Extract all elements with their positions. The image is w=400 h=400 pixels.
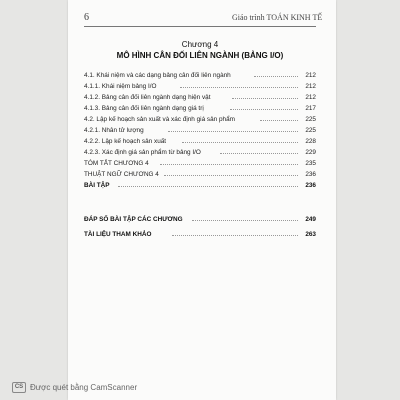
toc-leader-dots	[232, 98, 298, 99]
toc-leader-dots	[164, 175, 298, 176]
toc-leader-dots	[230, 109, 298, 110]
toc-entry-page: 228	[305, 138, 316, 145]
toc-entry	[84, 136, 316, 147]
toc-entry-label: BÀI TẬP	[84, 182, 110, 189]
toc-leader-dots	[118, 186, 298, 187]
toc-entry-page: 212	[305, 72, 316, 79]
chapter-subtitle: MÔ HÌNH CÂN ĐỐI LIÊN NGÀNH (BẢNG I/O)	[116, 51, 284, 60]
running-header: Giáo trình TOÁN KINH TẾ	[232, 13, 323, 22]
toc-leader-dots	[182, 142, 298, 143]
toc-entry-label: TÓM TẮT CHƯƠNG 4	[84, 160, 149, 167]
toc-entry-page: 236	[305, 171, 316, 178]
toc-entry	[84, 92, 316, 103]
toc-leader-dots	[168, 131, 298, 132]
watermark-text: Được quét bằng CamScanner	[30, 383, 138, 392]
appendix-entry	[84, 229, 316, 240]
appendix-entry-label: ĐÁP SỐ BÀI TẬP CÁC CHƯƠNG	[84, 216, 183, 223]
page-number: 6	[84, 12, 89, 23]
toc-entry-label: 4.2.3. Xác định giá sản phẩm từ bảng I/O	[84, 149, 201, 156]
toc-entry	[84, 169, 316, 180]
toc-leader-dots	[160, 164, 298, 165]
toc-entry-label: 4.2.1. Nhân tử lượng	[84, 127, 144, 134]
toc-entry-page: 236	[305, 182, 316, 189]
toc-leader-dots	[180, 87, 298, 88]
toc-entry-page: 217	[305, 105, 316, 112]
toc-entry-label: 4.1. Khái niệm và các dạng bảng cân đối liên ngành	[84, 72, 231, 79]
toc-entry-label: 4.2.2. Lập kế hoạch sản xuất	[84, 138, 167, 145]
chapter-title: Chương 4	[181, 40, 219, 49]
toc-entry	[84, 81, 316, 92]
toc-entry	[84, 114, 316, 125]
toc-entry-page: 229	[305, 149, 316, 156]
toc-leader-dots	[192, 220, 298, 221]
toc-entry	[84, 70, 316, 81]
toc-entry-page: 225	[305, 116, 316, 123]
toc-entry-page: 212	[305, 94, 316, 101]
toc-entry-page: 212	[305, 83, 316, 90]
toc-leader-dots	[220, 153, 298, 154]
toc-entry-label: THUẬT NGỮ CHƯƠNG 4	[84, 171, 159, 178]
book-page	[68, 0, 336, 400]
appendix-entry-page: 263	[305, 231, 316, 238]
toc-entry	[84, 147, 316, 158]
toc-entry-label: 4.1.3. Bảng cân đối liên ngành dạng giá trị	[84, 105, 204, 112]
toc-entry	[84, 103, 316, 114]
toc-leader-dots	[260, 120, 298, 121]
toc-entry-label: 4.1.2. Bảng cân đối liên ngành dạng hiện vật	[84, 94, 211, 101]
toc-entry	[84, 180, 316, 191]
toc-entry-label: 4.1.1. Khái niệm bảng I/O	[84, 83, 157, 90]
header-divider	[84, 26, 316, 27]
appendix-entry	[84, 214, 316, 225]
toc-entry	[84, 158, 316, 169]
toc-entry	[84, 125, 316, 136]
appendix-entry-page: 249	[305, 216, 316, 223]
toc-entry-page: 225	[305, 127, 316, 134]
toc-entry-label: 4.2. Lập kế hoạch sản xuất và xác định giá sản phẩm	[84, 116, 235, 123]
toc-leader-dots	[254, 76, 298, 77]
camscanner-logo-icon: CS	[12, 382, 26, 393]
appendix-entry-label: TÀI LIỆU THAM KHẢO	[84, 231, 152, 238]
toc-leader-dots	[172, 235, 298, 236]
toc-entry-page: 235	[305, 160, 316, 167]
